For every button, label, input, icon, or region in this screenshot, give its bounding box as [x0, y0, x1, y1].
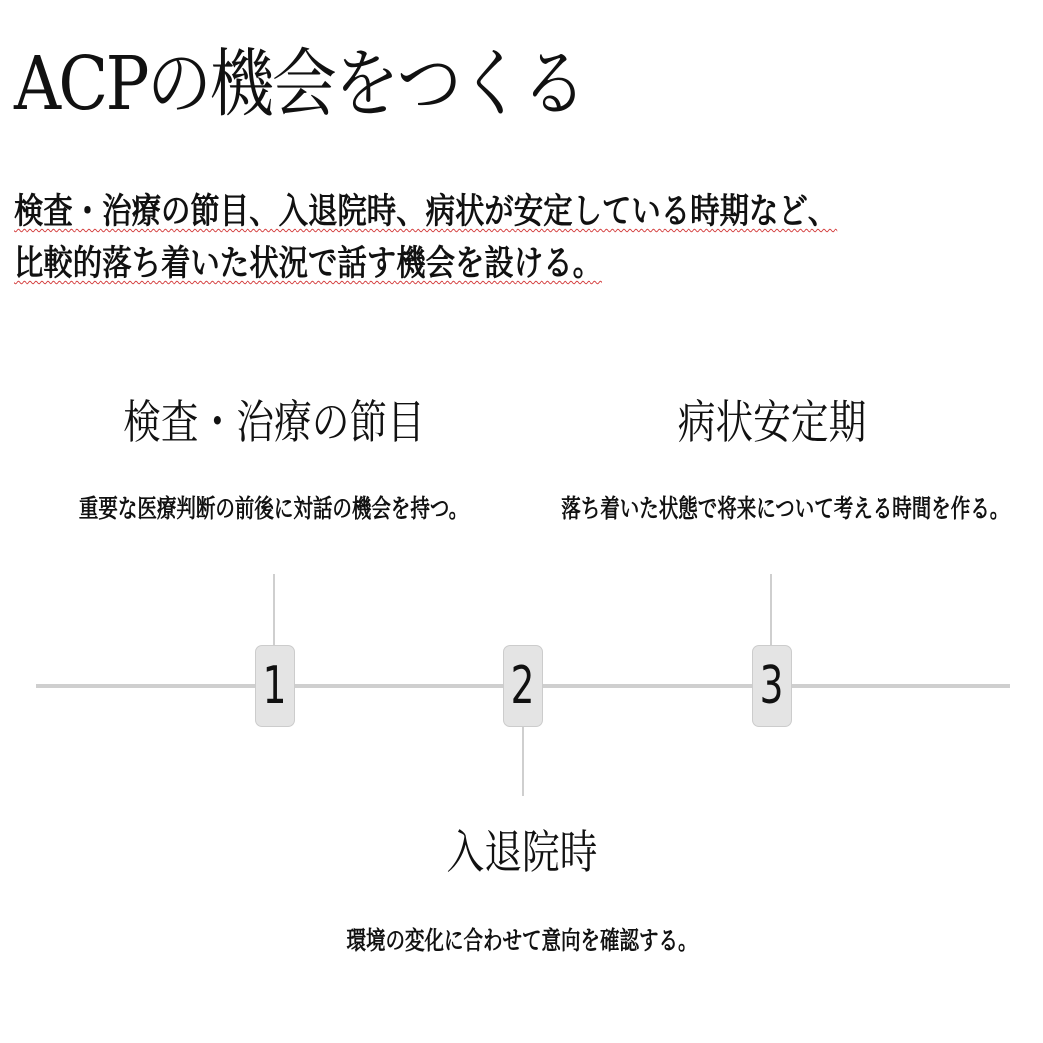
stage-number-2: 2	[511, 656, 535, 716]
stage-number-1: 1	[263, 656, 287, 716]
stage-title-1: 検査・治療の節目	[123, 395, 425, 449]
stage-description-3: 落ち着いた状態で将来について考える時間を作る。	[561, 494, 1010, 523]
page-title: ACPの機会をつくる	[14, 41, 585, 127]
subtitle	[14, 186, 994, 290]
stage-number-3: 3	[760, 656, 784, 716]
connector-3	[770, 574, 772, 646]
stage-marker-2	[503, 645, 543, 727]
stage-marker-3	[752, 645, 792, 727]
connector-2	[522, 726, 524, 796]
stage-description-1: 重要な医療判断の前後に対話の機会を持つ。	[79, 494, 469, 523]
stage-title-3: 病状安定期	[677, 395, 867, 449]
stage-title-2: 入退院時	[446, 825, 598, 879]
stage-marker-1	[255, 645, 295, 727]
subtitle-line-1: 検査・治療の節目、入退院時、病状が安定している時期など、	[14, 192, 838, 232]
subtitle-line-2: 比較的落ち着いた状況で話す機会を設ける。	[14, 244, 603, 284]
stage-description-2: 環境の変化に合わせて意向を確認する。	[346, 926, 698, 955]
connector-1	[273, 574, 275, 646]
